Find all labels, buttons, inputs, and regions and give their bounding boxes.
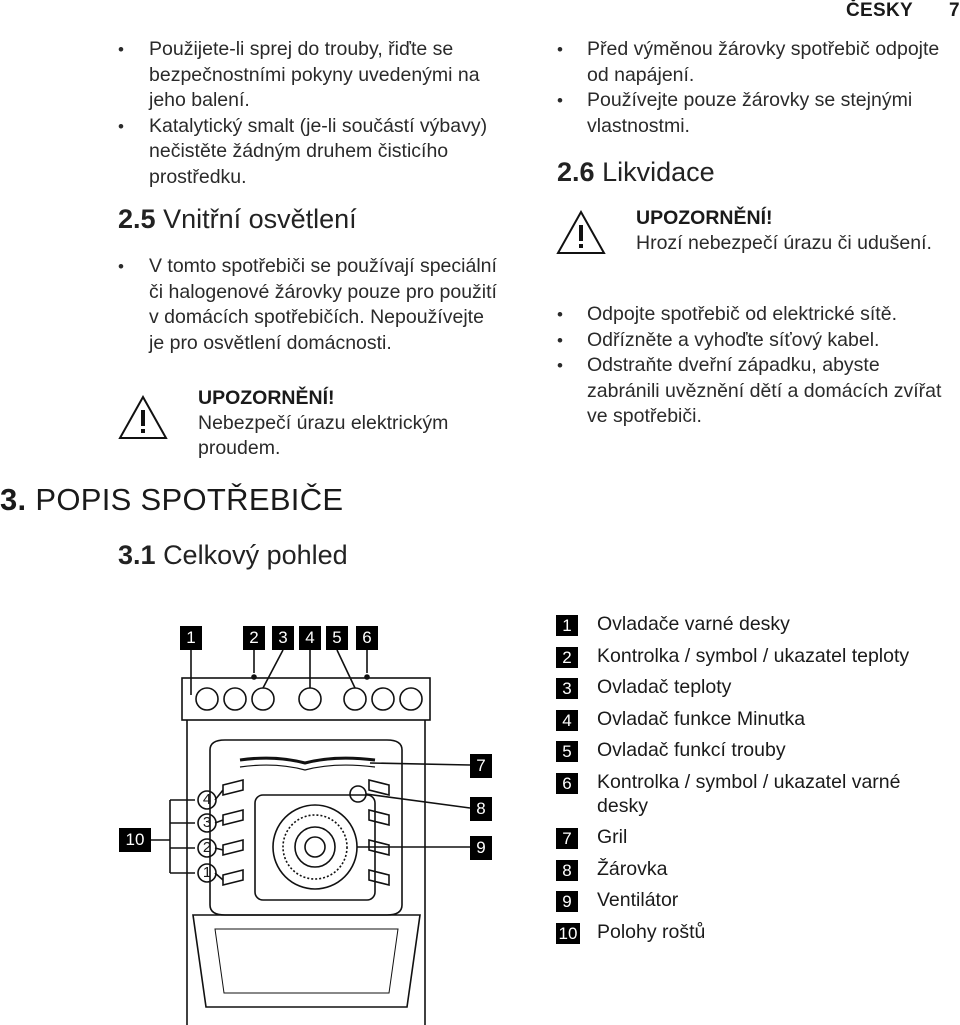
list-item: • Použijete-li sprej do trouby, řiďte se bezpečnostními pokyny uvedenými na jeho balení. <box>118 37 518 114</box>
section-number: 2.5 <box>118 204 156 234</box>
legend-item <box>556 644 956 668</box>
warning-block-left <box>198 386 508 461</box>
list-item: • V tomto spotřebiči se používají speciální či halogenové žárovky pouze pro použití v domácích spotřebičích. Nepoužívejte je pro osvětlení domácnosti. <box>118 254 498 356</box>
legend-number: 3 <box>556 678 578 699</box>
warning-title: UPOZORNĚNÍ! <box>198 387 335 409</box>
legend-label: Kontrolka / symbol / ukazatel teploty <box>597 644 910 667</box>
legend-label: Kontrolka / symbol / ukazatel varné desky <box>597 770 901 817</box>
warning-text: Nebezpečí úrazu elektrickým proudem. <box>198 412 449 459</box>
legend-label: Polohy roštů <box>597 920 706 943</box>
callout-4: 4 <box>299 626 321 650</box>
warning-icon <box>118 395 168 440</box>
list-item: • Odstraňte dveřní západku, abyste zabránili uvěznění dětí a domácích zvířat ve spotřebiči. <box>557 353 952 430</box>
callout-8: 8 <box>470 797 492 821</box>
chapter-heading <box>0 482 343 518</box>
page-header <box>846 0 960 22</box>
legend-label: Ovladače varné desky <box>597 613 790 635</box>
legend-item <box>556 738 956 762</box>
legend-number: 2 <box>556 647 578 668</box>
section-number: 2.6 <box>557 157 595 187</box>
chapter-title: POPIS SPOTŘEBIČE <box>35 482 344 517</box>
legend-number: 6 <box>556 773 578 794</box>
section-heading-3-1 <box>118 540 348 571</box>
callout-5: 5 <box>326 626 348 650</box>
legend-number: 10 <box>556 923 580 944</box>
legend-item <box>556 612 956 636</box>
list-item: • Před výměnou žárovky spotřebič odpojte od napájení. <box>557 37 957 88</box>
warning-block-right <box>636 206 936 256</box>
legend-label: Ovladač teploty <box>597 676 732 698</box>
legend-number: 4 <box>556 710 578 731</box>
diagram-legend <box>556 612 956 951</box>
legend-item <box>556 920 956 944</box>
shelf-level-2: 2 <box>202 839 212 856</box>
left-bullets-2-5 <box>118 254 498 356</box>
legend-item <box>556 707 956 731</box>
callout-7: 7 <box>470 754 492 778</box>
legend-number: 7 <box>556 828 578 849</box>
oven-diagram <box>115 615 515 1025</box>
callout-2: 2 <box>243 626 265 650</box>
chapter-number: 3. <box>0 482 27 517</box>
legend-item <box>556 675 956 699</box>
list-item: • Používejte pouze žárovky se stejnými vlastnostmi. <box>557 88 957 139</box>
legend-label: Ovladač funkce Minutka <box>597 707 806 730</box>
legend-label: Ovladač funkcí trouby <box>597 739 786 761</box>
left-bullets-top <box>118 37 518 190</box>
language-label: ČESKY <box>846 0 913 21</box>
shelf-level-3: 3 <box>202 814 212 831</box>
legend-number: 5 <box>556 741 578 762</box>
list-item: • Katalytický smalt (je-li součástí výbavy) nečistěte žádným druhem čisticího prostředku. <box>118 114 518 191</box>
shelf-level-4: 4 <box>202 791 212 808</box>
callout-6: 6 <box>356 626 378 650</box>
legend-number: 1 <box>556 615 578 636</box>
section-heading-2-5 <box>118 204 357 235</box>
section-title: Vnitřní osvětlení <box>163 204 357 234</box>
warning-text: Hrozí nebezpečí úrazu či udušení. <box>636 232 932 254</box>
page-number: 7 <box>948 0 960 21</box>
oven-drawing <box>115 615 515 1025</box>
legend-label: Ventilátor <box>597 889 679 911</box>
shelf-level-1: 1 <box>202 864 212 881</box>
legend-item <box>556 857 956 881</box>
callout-10: 10 <box>119 828 151 852</box>
callout-1: 1 <box>180 626 202 650</box>
legend-item <box>556 888 956 912</box>
legend-number: 8 <box>556 860 578 881</box>
right-bullets-top <box>557 37 957 139</box>
legend-number: 9 <box>556 891 578 912</box>
legend-item <box>556 770 956 818</box>
legend-label: Gril <box>597 826 628 848</box>
section-heading-2-6 <box>557 157 715 188</box>
list-item: • Odpojte spotřebič od elektrické sítě. <box>557 302 952 328</box>
right-bullets-2-6 <box>557 302 952 430</box>
section-title: Celkový pohled <box>163 540 348 570</box>
legend-label: Žárovka <box>597 857 668 880</box>
list-item: • Odřízněte a vyhoďte síťový kabel. <box>557 328 952 354</box>
section-number: 3.1 <box>118 540 156 570</box>
section-title: Likvidace <box>602 157 715 187</box>
legend-item <box>556 825 956 849</box>
warning-icon <box>556 210 606 255</box>
callout-9: 9 <box>470 836 492 860</box>
callout-3: 3 <box>272 626 294 650</box>
warning-title: UPOZORNĚNÍ! <box>636 207 773 229</box>
